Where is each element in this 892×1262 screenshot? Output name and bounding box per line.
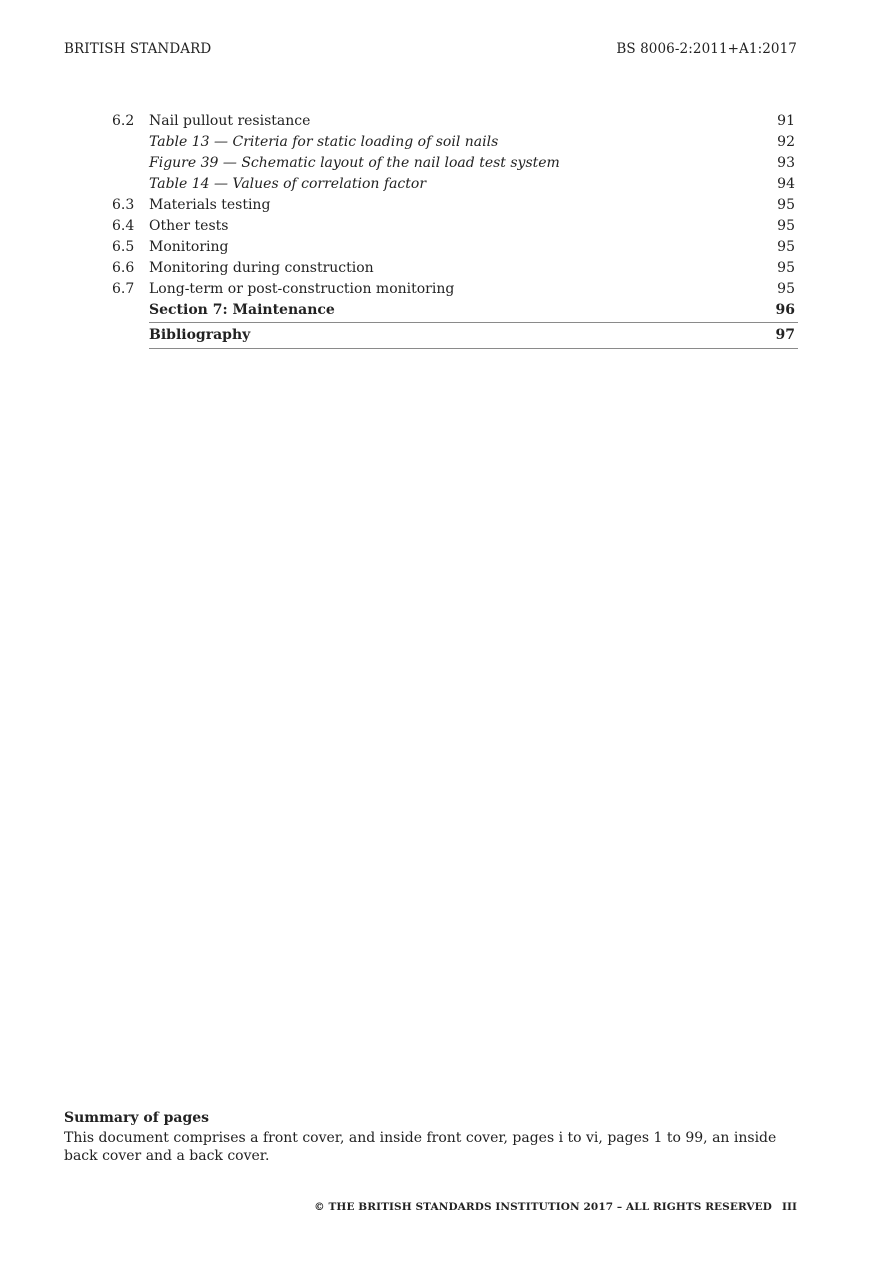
toc-entry-page: 97 <box>775 327 795 343</box>
running-header-right: BS 8006-2:2011+A1:2017 <box>616 41 797 57</box>
toc-entry-title: Section 7: Maintenance <box>149 302 335 318</box>
table-of-contents <box>112 111 798 349</box>
toc-entry-page: 92 <box>777 134 795 150</box>
divider-rule <box>149 348 798 349</box>
toc-entry-title: Nail pullout resistance <box>149 113 311 129</box>
toc-entry-figure-39[interactable] <box>112 153 798 174</box>
toc-entry-title: Materials testing <box>149 197 271 213</box>
toc-entry-6-2[interactable] <box>112 111 798 132</box>
toc-entry-page: 95 <box>777 239 795 255</box>
toc-entry-section-7[interactable] <box>112 300 798 321</box>
summary-text: This document comprises a front cover, and inside front cover, pages i to vi, pages 1 to 99, an inside back cover and a back cover. <box>64 1130 777 1164</box>
summary-heading: Summary of pages <box>64 1110 210 1126</box>
toc-entry-title: Bibliography <box>149 327 251 343</box>
toc-entry-number: 6.3 <box>112 197 135 213</box>
toc-entry-page: 91 <box>777 113 795 129</box>
toc-entry-page: 95 <box>777 197 795 213</box>
toc-entry-title: Figure 39 — Schematic layout of the nail load test system <box>149 155 560 171</box>
toc-entry-number: 6.5 <box>112 239 135 255</box>
toc-entry-6-7[interactable] <box>112 279 798 300</box>
toc-entry-number: 6.4 <box>112 218 135 234</box>
toc-entry-page: 94 <box>777 176 795 192</box>
toc-entry-title: Table 13 — Criteria for static loading of soil nails <box>149 134 499 150</box>
page-footer <box>314 1201 797 1213</box>
toc-entry-page: 95 <box>777 260 795 276</box>
toc-entry-6-5[interactable] <box>112 237 798 258</box>
toc-entry-bibliography[interactable] <box>112 322 798 349</box>
toc-entry-title: Other tests <box>149 218 229 234</box>
toc-entry-title: Monitoring <box>149 239 229 255</box>
toc-entry-title: Long-term or post-construction monitoring <box>149 281 455 297</box>
toc-entry-number: 6.2 <box>112 113 135 129</box>
toc-entry-number: 6.7 <box>112 281 135 297</box>
toc-entry-number: 6.6 <box>112 260 135 276</box>
copyright-notice: © THE BRITISH STANDARDS INSTITUTION 2017 – ALL RIGHTS RESERVED <box>314 1201 772 1213</box>
toc-entry-title: Monitoring during construction <box>149 260 374 276</box>
toc-entry-page: 93 <box>777 155 795 171</box>
toc-entry-6-3[interactable] <box>112 195 798 216</box>
toc-entry-table-14[interactable] <box>112 174 798 195</box>
toc-entry-page: 96 <box>775 302 795 318</box>
page-number: III <box>781 1201 797 1213</box>
toc-entry-page: 95 <box>777 218 795 234</box>
toc-entry-page: 95 <box>777 281 795 297</box>
toc-entry-6-4[interactable] <box>112 216 798 237</box>
running-header-left: BRITISH STANDARD <box>64 41 212 57</box>
toc-entry-title: Table 14 — Values of correlation factor <box>149 176 427 192</box>
toc-entry-table-13[interactable] <box>112 132 798 153</box>
toc-entry-6-6[interactable] <box>112 258 798 279</box>
